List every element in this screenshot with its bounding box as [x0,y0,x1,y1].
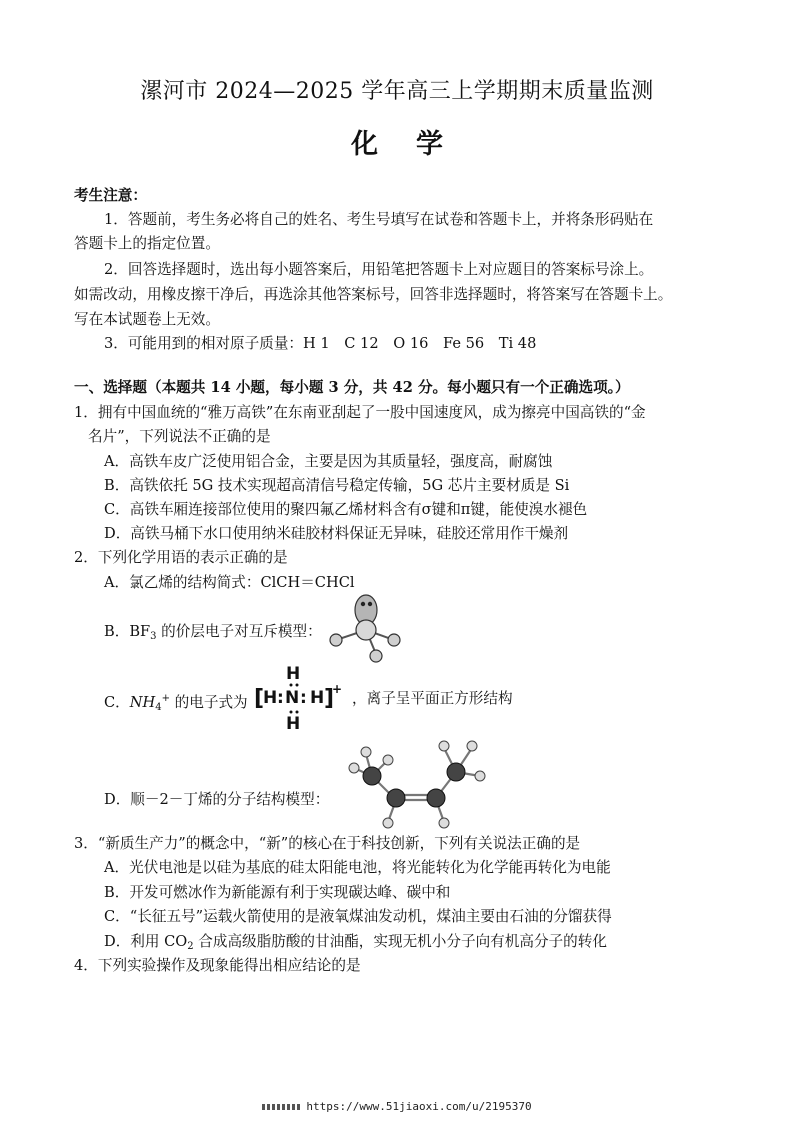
lewis-colon-left: : [277,688,284,708]
q4-stem: 4．下列实验操作及现象能得出相应结论的是 [74,957,361,974]
q1-stem-line2: 名片”，下列说法不正确的是 [88,428,271,445]
q3-option-a: A．光伏电池是以硅为基底的硅太阳能电池，将光能转化为化学能再转化为电能 [104,859,611,876]
notice-item1-line2: 答题卡上的指定位置。 [74,235,220,252]
bf3-vsepr-model-figure [320,590,410,666]
q2-option-b [104,622,322,647]
q3-option-d-post: 合成高级脂肪酸的甘油酯，实现无机小分子向有机高分子的转化 [193,933,607,950]
section-heading: 一、选择题（本题共 14 小题，每小题 3 分，共 42 分。每小题只有一个正确选项。） [74,379,630,396]
q3-option-b: B．开发可燃冰作为新能源有利于实现碳达峰、碳中和 [104,884,451,901]
nh4-electron-formula [254,660,354,740]
subject-title: 化学 [351,129,481,160]
lewis-h-left: H [263,688,278,708]
q1-stem-line1: 1．拥有中国血统的“雅万高铁”在东南亚刮起了一股中国速度风，成为擦亮中国高铁的“金 [74,404,646,421]
q2-option-c-post: ，离子呈平面正方形结构 [352,690,513,707]
q3-option-d-pre: D．利用 CO [104,933,188,950]
lewis-electron-dots [254,660,354,740]
footer-logo-icon [262,1104,300,1110]
q2-option-c-ion: NH [129,694,156,711]
lewis-h-right: H [310,688,325,708]
q2-option-c [104,689,248,718]
q2-option-c-ion-sub: 4 [155,702,162,713]
lewis-colon-right: : [300,688,307,708]
lewis-h-bottom: H [286,714,301,734]
q1-option-c: C．高铁车厢连接部位使用的聚四氟乙烯材料含有σ键和π键，能使溴水褪色 [104,501,588,518]
q2-option-b-sub: 3 [150,631,157,642]
q2-option-c-pre: C． [104,694,130,711]
notice-item1-line1: 1．答题前，考生务必将自己的姓名、考生号填写在试卷和答题卡上，并将条形码贴在 [104,211,654,228]
notice-item2-line2: 如需改动，用橡皮擦干净后，再选涂其他答案标号，回答非选择题时，将答案写在答题卡上。 [74,286,673,303]
lewis-bracket-right: ] [324,686,335,711]
lewis-n: N [285,688,300,708]
q3-option-d [104,932,607,957]
q3-option-d-sub: 2 [187,941,194,952]
q2-option-c-mid: 的电子式为 [170,694,248,711]
q2-option-d: D．顺－2－丁烯的分子结构模型： [104,791,330,808]
lewis-h-top: H [286,664,301,684]
q2-option-c-ion-sup: + [161,693,171,704]
q2-stem: 2．下列化学用语的表示正确的是 [74,549,288,566]
exam-title: 漯河市 2024—2025 学年高三上学期期末质量监测 [140,79,654,104]
notice-item2-line3: 写在本试题卷上无效。 [74,311,220,328]
q3-option-c: C．“长征五号”运载火箭使用的是液氧煤油发动机，煤油主要由石油的分馏获得 [104,908,612,925]
footer-url-text[interactable]: https://www.51jiaoxi.com/u/2195370 [306,1100,532,1113]
lewis-bracket-left: [ [254,686,265,711]
cis-2-butene-model-figure [344,738,494,830]
q1-option-d: D．高铁马桶下水口使用纳米硅胶材料保证无异味，硅胶还常用作干燥剂 [104,525,569,542]
q2-option-b-pre: B．BF [104,623,151,640]
lewis-charge: + [332,682,343,696]
footer-url [0,1100,794,1113]
q1-option-b: B．高铁依托 5G 技术实现超高清信号稳定传输，5G 芯片主要材质是 Si [104,477,570,494]
notice-item3: 3．可能用到的相对原子质量：H 1 C 12 O 16 Fe 56 Ti 48 [104,335,537,352]
q3-stem: 3．“新质生产力”的概念中，“新”的核心在于科技创新，下列有关说法正确的是 [74,835,581,852]
notice-heading: 考生注意： [74,187,147,204]
q2-option-b-post: 的价层电子对互斥模型： [156,623,322,640]
notice-item2-line1: 2．回答选择题时，选出每小题答案后，用铅笔把答题卡上对应题目的答案标号涂上。 [104,261,654,278]
q2-option-a: A．氯乙烯的结构简式：ClCH＝CHCl [104,574,355,591]
q1-option-a: A．高铁车皮广泛使用铝合金，主要是因为其质量轻，强度高，耐腐蚀 [104,453,553,470]
